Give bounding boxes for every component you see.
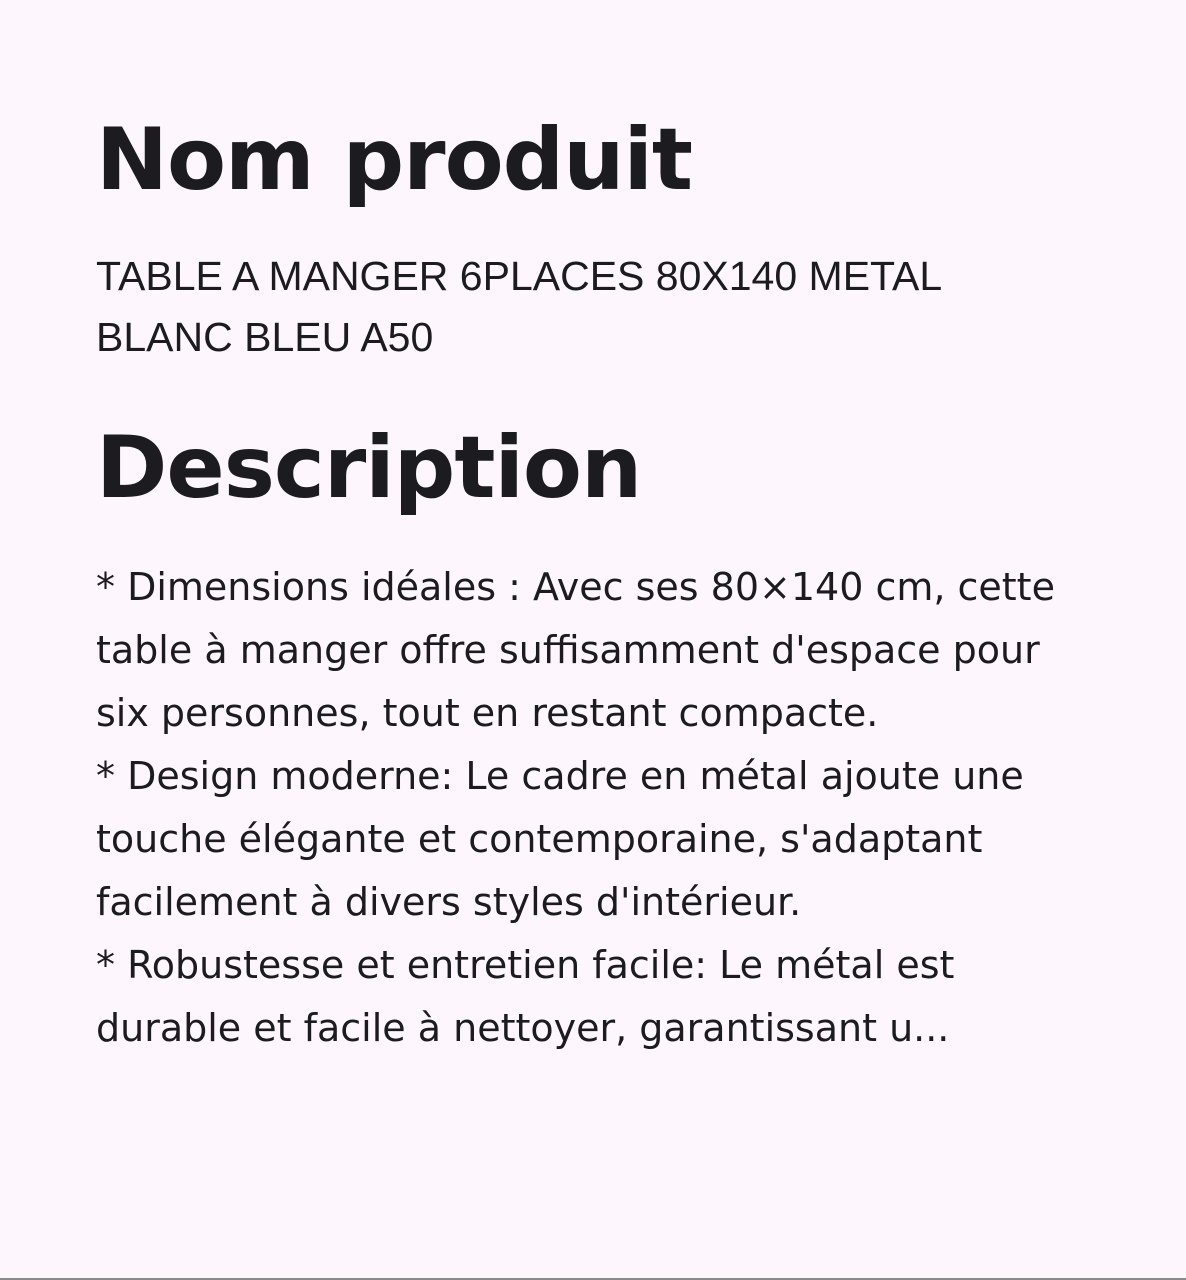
description-heading: Description xyxy=(96,418,642,518)
product-name-heading: Nom produit xyxy=(96,110,693,210)
description-text[interactable]: * Dimensions idéales : Avec ses 80×140 cm, cette table à manger offre suffisamment d'espace pour six personnes, tout en restant compacte. * Design moderne: Le cadre en métal ajoute une touche élégante et contemporaine, s'adaptant facilement à divers styles d'intérieur. * Robustesse et entretien facile: Le métal est durable et facile à nettoyer, garantissant u... xyxy=(96,565,1055,1050)
product-name-value: TABLE A MANGER 6PLACES 80X140 METAL BLANC BLEU A50 xyxy=(96,253,941,360)
